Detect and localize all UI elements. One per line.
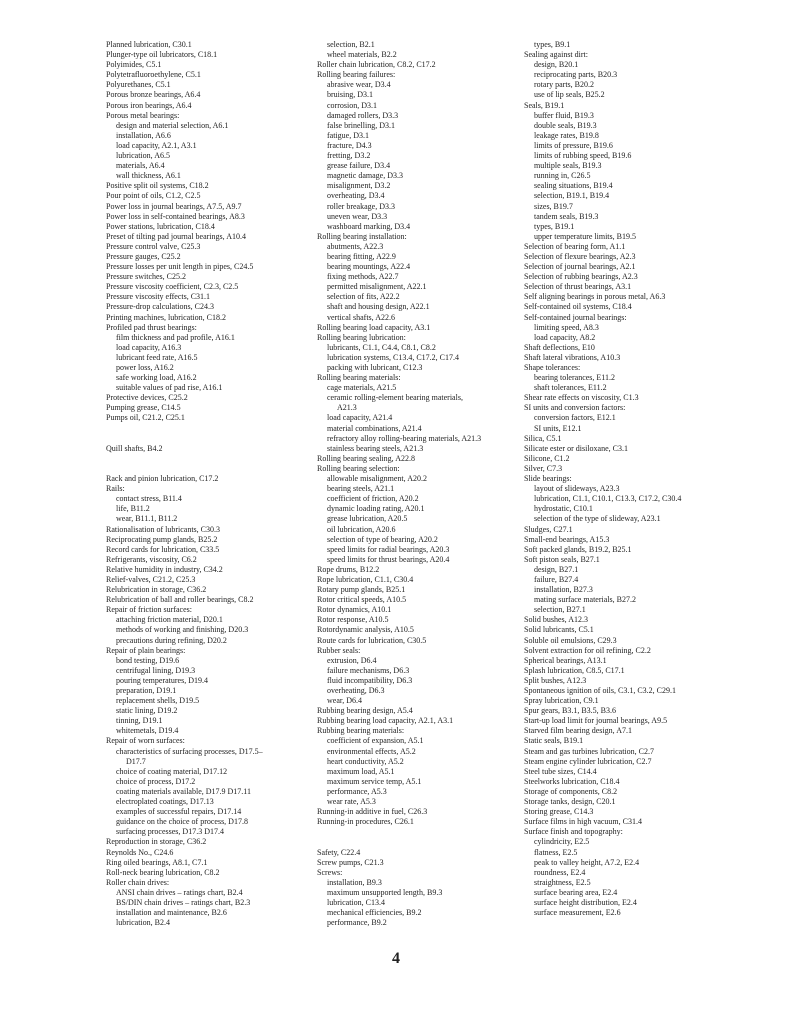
index-subentry: choice of process, D17.2 bbox=[116, 776, 196, 786]
index-subentry: stainless bearing steels, A21.3 bbox=[327, 443, 424, 453]
index-entry: Relubrication in storage, C36.2 bbox=[106, 585, 207, 595]
index-subentry: limits of rubbing speed, B19.6 bbox=[534, 151, 632, 161]
index-subentry: packing with lubricant, C12.3 bbox=[327, 363, 423, 372]
index-entry: Self-contained oil systems, C18.4 bbox=[524, 302, 632, 312]
index-entry: Rope lubrication, C1.1, C30.4 bbox=[317, 574, 414, 584]
index-entry: Pressure-drop calculations, C24.3 bbox=[106, 302, 214, 312]
index-entry: Rationalisation of lubricants, C30.3 bbox=[106, 524, 220, 534]
index-entry: Rotor critical speeds, A10.5 bbox=[317, 595, 407, 605]
index-subentry: guidance on the choice of process, D17.8 bbox=[116, 817, 248, 827]
index-spacer bbox=[106, 424, 306, 444]
index-entry: Polytetrafluoroethylene, C5.1 bbox=[106, 70, 201, 80]
index-subentry: roller breakage, D3.3 bbox=[327, 201, 395, 211]
index-subentry: surface height distribution, E2.4 bbox=[534, 897, 637, 907]
index-entry: Solvent extraction for oil refining, C2.2 bbox=[524, 645, 651, 655]
index-entry: Shaft lateral vibrations, A10.3 bbox=[524, 352, 621, 362]
index-entry: Roller chain drives: bbox=[106, 877, 170, 887]
index-entry: Plunger-type oil lubricators, C18.1 bbox=[106, 50, 218, 60]
index-subentry: lubricant feed rate, A16.5 bbox=[116, 352, 198, 362]
index-subentry: lubrication, B2.4 bbox=[116, 918, 170, 928]
index-entry: Solid lubricants, C5.1 bbox=[524, 625, 594, 635]
index-entry: Polyurethanes, C5.1 bbox=[106, 80, 171, 90]
index-subentry: tandem seals, B19.3 bbox=[534, 211, 599, 221]
index-entry: Storing grease, C14.3 bbox=[524, 807, 594, 817]
index-entry: Protective devices, C25.2 bbox=[106, 393, 188, 403]
index-entry: Pour point of oils, C1.2, C2.5 bbox=[106, 191, 201, 201]
index-subentry: D17.7 bbox=[126, 756, 146, 766]
index-subentry: fretting, D3.2 bbox=[327, 151, 371, 161]
index-entry: Shape tolerances: bbox=[524, 363, 581, 372]
index-entry: Rubbing bearing design, A5.4 bbox=[317, 706, 413, 716]
index-subentry: contact stress, B11.4 bbox=[116, 494, 182, 504]
index-entry: Small-end bearings, A15.3 bbox=[524, 534, 610, 544]
index-subentry: centrifugal lining, D19.3 bbox=[116, 665, 196, 675]
index-entry: Spontaneous ignition of oils, C3.1, C3.2, C29.1 bbox=[524, 686, 677, 695]
index-entry: Roller chain lubrication, C8.2, C17.2 bbox=[317, 60, 436, 70]
index-subentry: ANSI chain drives – ratings chart, B2.4 bbox=[116, 887, 243, 897]
index-subentry: coating materials available, D17.9 D17.11 bbox=[116, 786, 251, 796]
index-subentry: design, B20.1 bbox=[534, 60, 579, 70]
index-subentry: magnetic damage, D3.3 bbox=[327, 171, 403, 181]
index-subentry: roundness, E2.4 bbox=[534, 867, 586, 877]
index-entry: Rotordynamic analysis, A10.5 bbox=[317, 625, 414, 635]
index-subentry: bearing mountings, A22.4 bbox=[327, 262, 411, 272]
index-entry: Slide bearings: bbox=[524, 474, 572, 484]
index-subentry: installation, B9.3 bbox=[327, 877, 382, 887]
index-entry: Spur gears, B3.1, B3.5, B3.6 bbox=[524, 706, 616, 716]
index-subentry: mechanical efficiencies, B9.2 bbox=[327, 908, 422, 918]
index-entry: Power stations, lubrication, C18.4 bbox=[106, 221, 215, 231]
index-entry: Screws: bbox=[317, 867, 343, 877]
index-subentry: lubricants, C1.1, C4.4, C8.1, C8.2 bbox=[327, 342, 436, 352]
index-subentry: conversion factors, E12.1 bbox=[534, 413, 616, 423]
index-subentry: fatigue, D3.1 bbox=[327, 130, 369, 140]
index-subentry: wheel materials, B2.2 bbox=[327, 50, 397, 60]
index-subentry: flatness, E2.5 bbox=[534, 847, 578, 857]
index-subentry: bond testing, D19.6 bbox=[116, 655, 180, 665]
index-subentry: speed limits for thrust bearings, A20.4 bbox=[327, 554, 450, 564]
index-subentry: shaft and housing design, A22.1 bbox=[327, 302, 430, 312]
index-subentry: uneven wear, D3.3 bbox=[327, 211, 388, 221]
index-subentry: speed limits for radial bearings, A20.3 bbox=[327, 544, 450, 554]
index-subentry: false brinelling, D3.1 bbox=[327, 120, 395, 130]
index-entry: Shaft deflections, E10 bbox=[524, 342, 595, 352]
index-subentry: cylindricity, E2.5 bbox=[534, 837, 590, 847]
index-subentry: pouring temperatures, D19.4 bbox=[116, 675, 208, 685]
index-entry: Selection of journal bearings, A2.1 bbox=[524, 262, 636, 272]
index-entry: Quill shafts, B4.2 bbox=[106, 443, 163, 453]
index-entry: Relative humidity in industry, C34.2 bbox=[106, 564, 223, 574]
index-subentry: upper temperature limits, B19.5 bbox=[534, 231, 636, 241]
index-subentry: cage materials, A21.5 bbox=[327, 383, 397, 393]
index-entry: Rubber seals: bbox=[317, 645, 361, 655]
index-subentry: wear, B11.1, B11.2 bbox=[116, 514, 178, 524]
index-column-1 bbox=[106, 40, 306, 928]
index-subentry: surface measurement, E2.6 bbox=[534, 908, 621, 918]
index-subentry: SI units, E12.1 bbox=[534, 423, 582, 433]
index-subentry: maximum unsupported length, B9.3 bbox=[327, 887, 443, 897]
index-subentry: failure, B27.4 bbox=[534, 574, 579, 584]
index-subentry: heart conductivity, A5.2 bbox=[327, 756, 404, 766]
index-entry: Route cards for lubrication, C30.5 bbox=[317, 635, 427, 645]
index-subentry: fracture, D4.3 bbox=[327, 140, 372, 150]
index-entry: Rolling bearing lubrication: bbox=[317, 332, 406, 342]
index-subentry: preparation, D19.1 bbox=[116, 686, 177, 695]
index-subentry: attaching friction material, D20.1 bbox=[116, 615, 223, 625]
index-subentry: lubrication, A6.5 bbox=[116, 151, 170, 161]
index-subentry: power loss, A16.2 bbox=[116, 363, 174, 372]
index-entry: Rubbing bearing materials: bbox=[317, 726, 405, 736]
index-entry: Shear rate effects on viscosity, C1.3 bbox=[524, 393, 639, 403]
index-subentry: types, B9.1 bbox=[534, 40, 571, 49]
index-subentry: safe working load, A16.2 bbox=[116, 373, 197, 383]
index-entry: Silver, C7.3 bbox=[524, 463, 563, 473]
index-entry: Selection of thrust bearings, A3.1 bbox=[524, 282, 632, 292]
index-subentry: examples of successful repairs, D17.14 bbox=[116, 807, 242, 817]
index-entry: Solid bushes, A12.3 bbox=[524, 615, 589, 625]
index-column-3 bbox=[524, 40, 754, 918]
index-entry: Splash lubrication, C8.5, C17.1 bbox=[524, 665, 625, 675]
index-subentry: damaged rollers, D3.3 bbox=[327, 110, 399, 120]
index-subentry: installation, A6.6 bbox=[116, 130, 171, 140]
index-subentry: leakage rates, B19.8 bbox=[534, 130, 599, 140]
index-subentry: film thickness and pad profile, A16.1 bbox=[116, 332, 235, 342]
index-subentry: grease failure, D3.4 bbox=[327, 161, 391, 171]
index-subentry: characteristics of surfacing processes, D17.5– bbox=[116, 746, 263, 756]
index-entry: Pressure losses per unit length in pipes, C24.5 bbox=[106, 262, 254, 272]
index-entry: Profiled pad thrust bearings: bbox=[106, 322, 197, 332]
index-subentry: surfacing processes, D17.3 D17.4 bbox=[116, 827, 224, 837]
index-entry: Storage tanks, design, C20.1 bbox=[524, 797, 616, 807]
index-subentry: bearing steels, A21.1 bbox=[327, 484, 395, 494]
index-subentry: load capacity, A16.3 bbox=[116, 342, 182, 352]
index-subentry: material combinations, A21.4 bbox=[327, 423, 422, 433]
index-entry: Static seals, B19.1 bbox=[524, 736, 584, 746]
index-entry: Pressure viscosity effects, C31.1 bbox=[106, 292, 211, 302]
index-entry: Rack and pinion lubrication, C17.2 bbox=[106, 474, 219, 484]
index-entry: Rotary pump glands, B25.1 bbox=[317, 585, 406, 595]
index-subentry: installation and maintenance, B2.6 bbox=[116, 908, 227, 918]
index-entry: Self aligning bearings in porous metal, A6.3 bbox=[524, 292, 666, 302]
index-entry: Pressure gauges, C25.2 bbox=[106, 251, 181, 261]
index-subentry: selection of fits, A22.2 bbox=[327, 292, 400, 302]
index-entry: Power loss in journal bearings, A7.5, A9.7 bbox=[106, 201, 242, 211]
index-subentry: bearing fitting, A22.9 bbox=[327, 251, 396, 261]
index-entry: Refrigerants, viscosity, C6.2 bbox=[106, 554, 197, 564]
index-entry: Steam and gas turbines lubrication, C2.7 bbox=[524, 746, 654, 756]
index-spacer bbox=[317, 827, 522, 847]
index-subentry: load capacity, A8.2 bbox=[534, 332, 596, 342]
index-subentry: materials, A6.4 bbox=[116, 161, 165, 171]
index-subentry: selection, B19.1, B19.4 bbox=[534, 191, 610, 201]
index-entry: Silicate ester or disiloxane, C3.1 bbox=[524, 443, 628, 453]
index-entry: Planned lubrication, C30.1 bbox=[106, 40, 192, 49]
index-subentry: vertical shafts, A22.6 bbox=[327, 312, 395, 322]
index-entry: Repair of plain bearings: bbox=[106, 645, 186, 655]
index-entry: Selection of rubbing bearings, A2.3 bbox=[524, 272, 638, 282]
index-entry: Surface films in high vacuum, C31.4 bbox=[524, 817, 642, 827]
index-subentry: rotary parts, B20.2 bbox=[534, 80, 594, 90]
index-subentry: replacement shells, D19.5 bbox=[116, 696, 200, 706]
index-subentry: lubrication, C1.1, C10.1, C13.3, C17.2, C30.4 bbox=[534, 494, 682, 504]
index-entry: Record cards for lubrication, C33.5 bbox=[106, 544, 220, 554]
index-entry: Silicone, C1.2 bbox=[524, 453, 570, 463]
index-subentry: life, B11.2 bbox=[116, 504, 150, 514]
index-entry: Pressure viscosity coefficient, C2.3, C2.5 bbox=[106, 282, 239, 292]
index-subentry: failure mechanisms, D6.3 bbox=[327, 665, 410, 675]
index-entry: Running-in additive in fuel, C26.3 bbox=[317, 807, 428, 817]
index-entry: Rolling bearing installation: bbox=[317, 231, 407, 241]
index-subentry: abutments, A22.3 bbox=[327, 241, 384, 251]
index-entry: Spherical bearings, A13.1 bbox=[524, 655, 607, 665]
index-entry: Soluble oil emulsions, C29.3 bbox=[524, 635, 617, 645]
index-entry: Rotor response, A10.5 bbox=[317, 615, 389, 625]
index-column-2 bbox=[317, 40, 522, 928]
index-entry: Pumps oil, C21.2, C25.1 bbox=[106, 413, 185, 423]
index-entry: Reynolds No., C24.6 bbox=[106, 847, 174, 857]
index-subentry: oil lubrication, A20.6 bbox=[327, 524, 396, 534]
index-subentry: wear, D6.4 bbox=[327, 696, 362, 706]
index-subentry: bearing tolerances, E11.2 bbox=[534, 373, 616, 383]
index-subentry: wear rate, A5.3 bbox=[327, 797, 376, 807]
index-subentry: BS/DIN chain drives – ratings chart, B2.3 bbox=[116, 897, 251, 907]
index-subentry: grease lubrication, A20.5 bbox=[327, 514, 408, 524]
index-entry: Relubrication of ball and roller bearings, C8.2 bbox=[106, 595, 254, 605]
index-subentry: ceramic rolling-element bearing materials, bbox=[327, 393, 463, 403]
index-entry: Rolling bearing failures: bbox=[317, 70, 396, 80]
index-subentry: peak to valley height, A7.2, E2.4 bbox=[534, 857, 640, 867]
index-entry: Split bushes, A12.3 bbox=[524, 675, 587, 685]
index-subentry: running in, C26.5 bbox=[534, 171, 591, 181]
index-entry: Relief-valves, C21.2, C25.3 bbox=[106, 574, 196, 584]
index-entry: Porous bronze bearings, A6.4 bbox=[106, 90, 201, 100]
index-entry: Power loss in self-contained bearings, A8.3 bbox=[106, 211, 245, 221]
index-subentry: performance, A5.3 bbox=[327, 786, 387, 796]
index-subentry: selection of type of bearing, A20.2 bbox=[327, 534, 438, 544]
index-entry: Self-contained journal bearings: bbox=[524, 312, 627, 322]
index-entry: Running-in procedures, C26.1 bbox=[317, 817, 414, 827]
index-subentry: fixing methods, A22.7 bbox=[327, 272, 399, 282]
index-subentry: layout of slideways, A23.3 bbox=[534, 484, 620, 494]
index-subentry: overheating, D6.3 bbox=[327, 686, 385, 695]
index-spacer bbox=[106, 454, 306, 474]
index-entry: Rolling bearing sealing, A22.8 bbox=[317, 453, 415, 463]
index-subentry: overheating, D3.4 bbox=[327, 191, 385, 201]
index-entry: Rolling bearing materials: bbox=[317, 373, 401, 383]
index-entry: SI units and conversion factors: bbox=[524, 403, 626, 413]
index-subentry: selection, B2.1 bbox=[327, 40, 375, 49]
index-subentry: A21.3 bbox=[337, 403, 357, 413]
index-entry: Rolling bearing selection: bbox=[317, 463, 400, 473]
index-entry: Porous iron bearings, A6.4 bbox=[106, 100, 192, 110]
index-entry: Soft packed glands, B19.2, B25.1 bbox=[524, 544, 632, 554]
index-entry: Steam engine cylinder lubrication, C2.7 bbox=[524, 756, 652, 766]
index-subentry: precautions during refining, D20.2 bbox=[116, 635, 227, 645]
index-subentry: refractory alloy rolling-bearing materials, A21.3 bbox=[327, 433, 482, 443]
index-subentry: electroplated coatings, D17.13 bbox=[116, 797, 214, 807]
index-subentry: choice of coating material, D17.12 bbox=[116, 766, 228, 776]
index-entry: Pumping grease, C14.5 bbox=[106, 403, 181, 413]
index-entry: Repair of worn surfaces: bbox=[106, 736, 185, 746]
index-entry: Polyimides, C5.1 bbox=[106, 60, 162, 70]
index-subentry: selection, B27.1 bbox=[534, 605, 586, 615]
index-entry: Pressure switches, C25.2 bbox=[106, 272, 186, 282]
index-subentry: mating surface materials, B27.2 bbox=[534, 595, 636, 605]
index-entry: Positive split oil systems, C18.2 bbox=[106, 181, 209, 191]
index-subentry: bruising, D3.1 bbox=[327, 90, 373, 100]
index-subentry: static lining, D19.2 bbox=[116, 706, 178, 716]
index-entry: Porous metal bearings: bbox=[106, 110, 180, 120]
index-subentry: straightness, E2.5 bbox=[534, 877, 591, 887]
index-subentry: fluid incompatibility, D6.3 bbox=[327, 675, 413, 685]
index-subentry: surface bearing area, E2.4 bbox=[534, 887, 618, 897]
index-entry: Silica, C5.1 bbox=[524, 433, 562, 443]
index-subentry: limits of pressure, B19.6 bbox=[534, 140, 613, 150]
index-subentry: load capacity, A21.4 bbox=[327, 413, 393, 423]
index-subentry: coefficient of expansion, A5.1 bbox=[327, 736, 424, 746]
index-subentry: sizes, B19.7 bbox=[534, 201, 573, 211]
index-entry: Steel tube sizes, C14.4 bbox=[524, 766, 597, 776]
index-entry: Preset of tilting pad journal bearings, A10.4 bbox=[106, 231, 246, 241]
index-subentry: dynamic loading rating, A20.1 bbox=[327, 504, 425, 514]
index-entry: Spray lubrication, C9.1 bbox=[524, 696, 599, 706]
index-subentry: buffer fluid, B19.3 bbox=[534, 110, 594, 120]
index-subentry: lubrication systems, C13.4, C17.2, C17.4 bbox=[327, 352, 459, 362]
index-entry: Screw pumps, C21.3 bbox=[317, 857, 384, 867]
index-entry: Rolling bearing load capacity, A3.1 bbox=[317, 322, 431, 332]
index-entry: Sealing against dirt: bbox=[524, 50, 588, 60]
index-entry: Storage of components, C8.2 bbox=[524, 786, 618, 796]
index-entry: Rubbing bearing load capacity, A2.1, A3.1 bbox=[317, 716, 454, 726]
index-subentry: selection of the type of slideway, A23.1 bbox=[534, 514, 661, 524]
index-entry: Printing machines, lubrication, C18.2 bbox=[106, 312, 226, 322]
index-subentry: installation, B27.3 bbox=[534, 585, 593, 595]
index-subentry: maximum service temp, A5.1 bbox=[327, 776, 422, 786]
index-subentry: limiting speed, A8.3 bbox=[534, 322, 599, 332]
index-subentry: sealing situations, B19.4 bbox=[534, 181, 613, 191]
index-entry: Steelworks lubrication, C18.4 bbox=[524, 776, 620, 786]
index-subentry: coefficient of friction, A20.2 bbox=[327, 494, 419, 504]
index-subentry: washboard marking, D3.4 bbox=[327, 221, 411, 231]
index-entry: Sludges, C27.1 bbox=[524, 524, 573, 534]
index-subentry: allowable misalignment, A20.2 bbox=[327, 474, 427, 484]
index-subentry: lubrication, C13.4 bbox=[327, 897, 385, 907]
index-subentry: maximum load, A5.1 bbox=[327, 766, 395, 776]
index-subentry: abrasive wear, D3.4 bbox=[327, 80, 391, 90]
index-subentry: wall thickness, A6.1 bbox=[116, 171, 181, 181]
index-subentry: double seals, B19.3 bbox=[534, 120, 597, 130]
index-entry: Rotor dynamics, A10.1 bbox=[317, 605, 392, 615]
index-subentry: suitable values of pad rise, A16.1 bbox=[116, 383, 223, 393]
index-entry: Starved film bearing design, A7.1 bbox=[524, 726, 632, 736]
index-entry: Surface finish and topography: bbox=[524, 827, 623, 837]
index-entry: Seals, B19.1 bbox=[524, 100, 565, 110]
index-subentry: design, B27.1 bbox=[534, 564, 579, 574]
index-entry: Roll-neck bearing lubrication, C8.2 bbox=[106, 867, 220, 877]
index-entry: Start-up load limit for journal bearings, A9.5 bbox=[524, 716, 668, 726]
index-subentry: misalignment, D3.2 bbox=[327, 181, 391, 191]
index-entry: Ring oiled bearings, A8.1, C7.1 bbox=[106, 857, 208, 867]
index-subentry: environmental effects, A5.2 bbox=[327, 746, 416, 756]
index-subentry: tinning, D19.1 bbox=[116, 716, 163, 726]
index-entry: Rope drums, B12.2 bbox=[317, 564, 380, 574]
index-entry: Selection of bearing form, A1.1 bbox=[524, 241, 626, 251]
index-entry: Rails: bbox=[106, 484, 125, 494]
index-subentry: design and material selection, A6.1 bbox=[116, 120, 229, 130]
index-subentry: extrusion, D6.4 bbox=[327, 655, 377, 665]
index-subentry: use of lip seals, B25.2 bbox=[534, 90, 605, 100]
index-subentry: types, B19.1 bbox=[534, 221, 575, 231]
index-entry: Pressure control valve, C25.3 bbox=[106, 241, 201, 251]
index-subentry: whitemetals, D19.4 bbox=[116, 726, 179, 736]
index-subentry: load capacity, A2.1, A3.1 bbox=[116, 140, 197, 150]
index-entry: Reproduction in storage, C36.2 bbox=[106, 837, 207, 847]
index-entry: Soft piston seals, B27.1 bbox=[524, 554, 600, 564]
index-entry: Selection of flexure bearings, A2.3 bbox=[524, 251, 636, 261]
index-entry: Reciprocating pump glands, B25.2 bbox=[106, 534, 218, 544]
index-subentry: reciprocating parts, B20.3 bbox=[534, 70, 618, 80]
index-entry: Safety, C22.4 bbox=[317, 847, 361, 857]
index-entry: Repair of friction surfaces: bbox=[106, 605, 192, 615]
page-number: 4 bbox=[392, 950, 400, 967]
index-subentry: shaft tolerances, E11.2 bbox=[534, 383, 607, 393]
index-subentry: hydrostatic, C10.1 bbox=[534, 504, 593, 514]
index-subentry: permitted misalignment, A22.1 bbox=[327, 282, 427, 292]
index-subentry: methods of working and finishing, D20.3 bbox=[116, 625, 249, 635]
index-subentry: corrosion, D3.1 bbox=[327, 100, 377, 110]
index-subentry: multiple seals, B19.3 bbox=[534, 161, 602, 171]
index-subentry: performance, B9.2 bbox=[327, 918, 387, 928]
